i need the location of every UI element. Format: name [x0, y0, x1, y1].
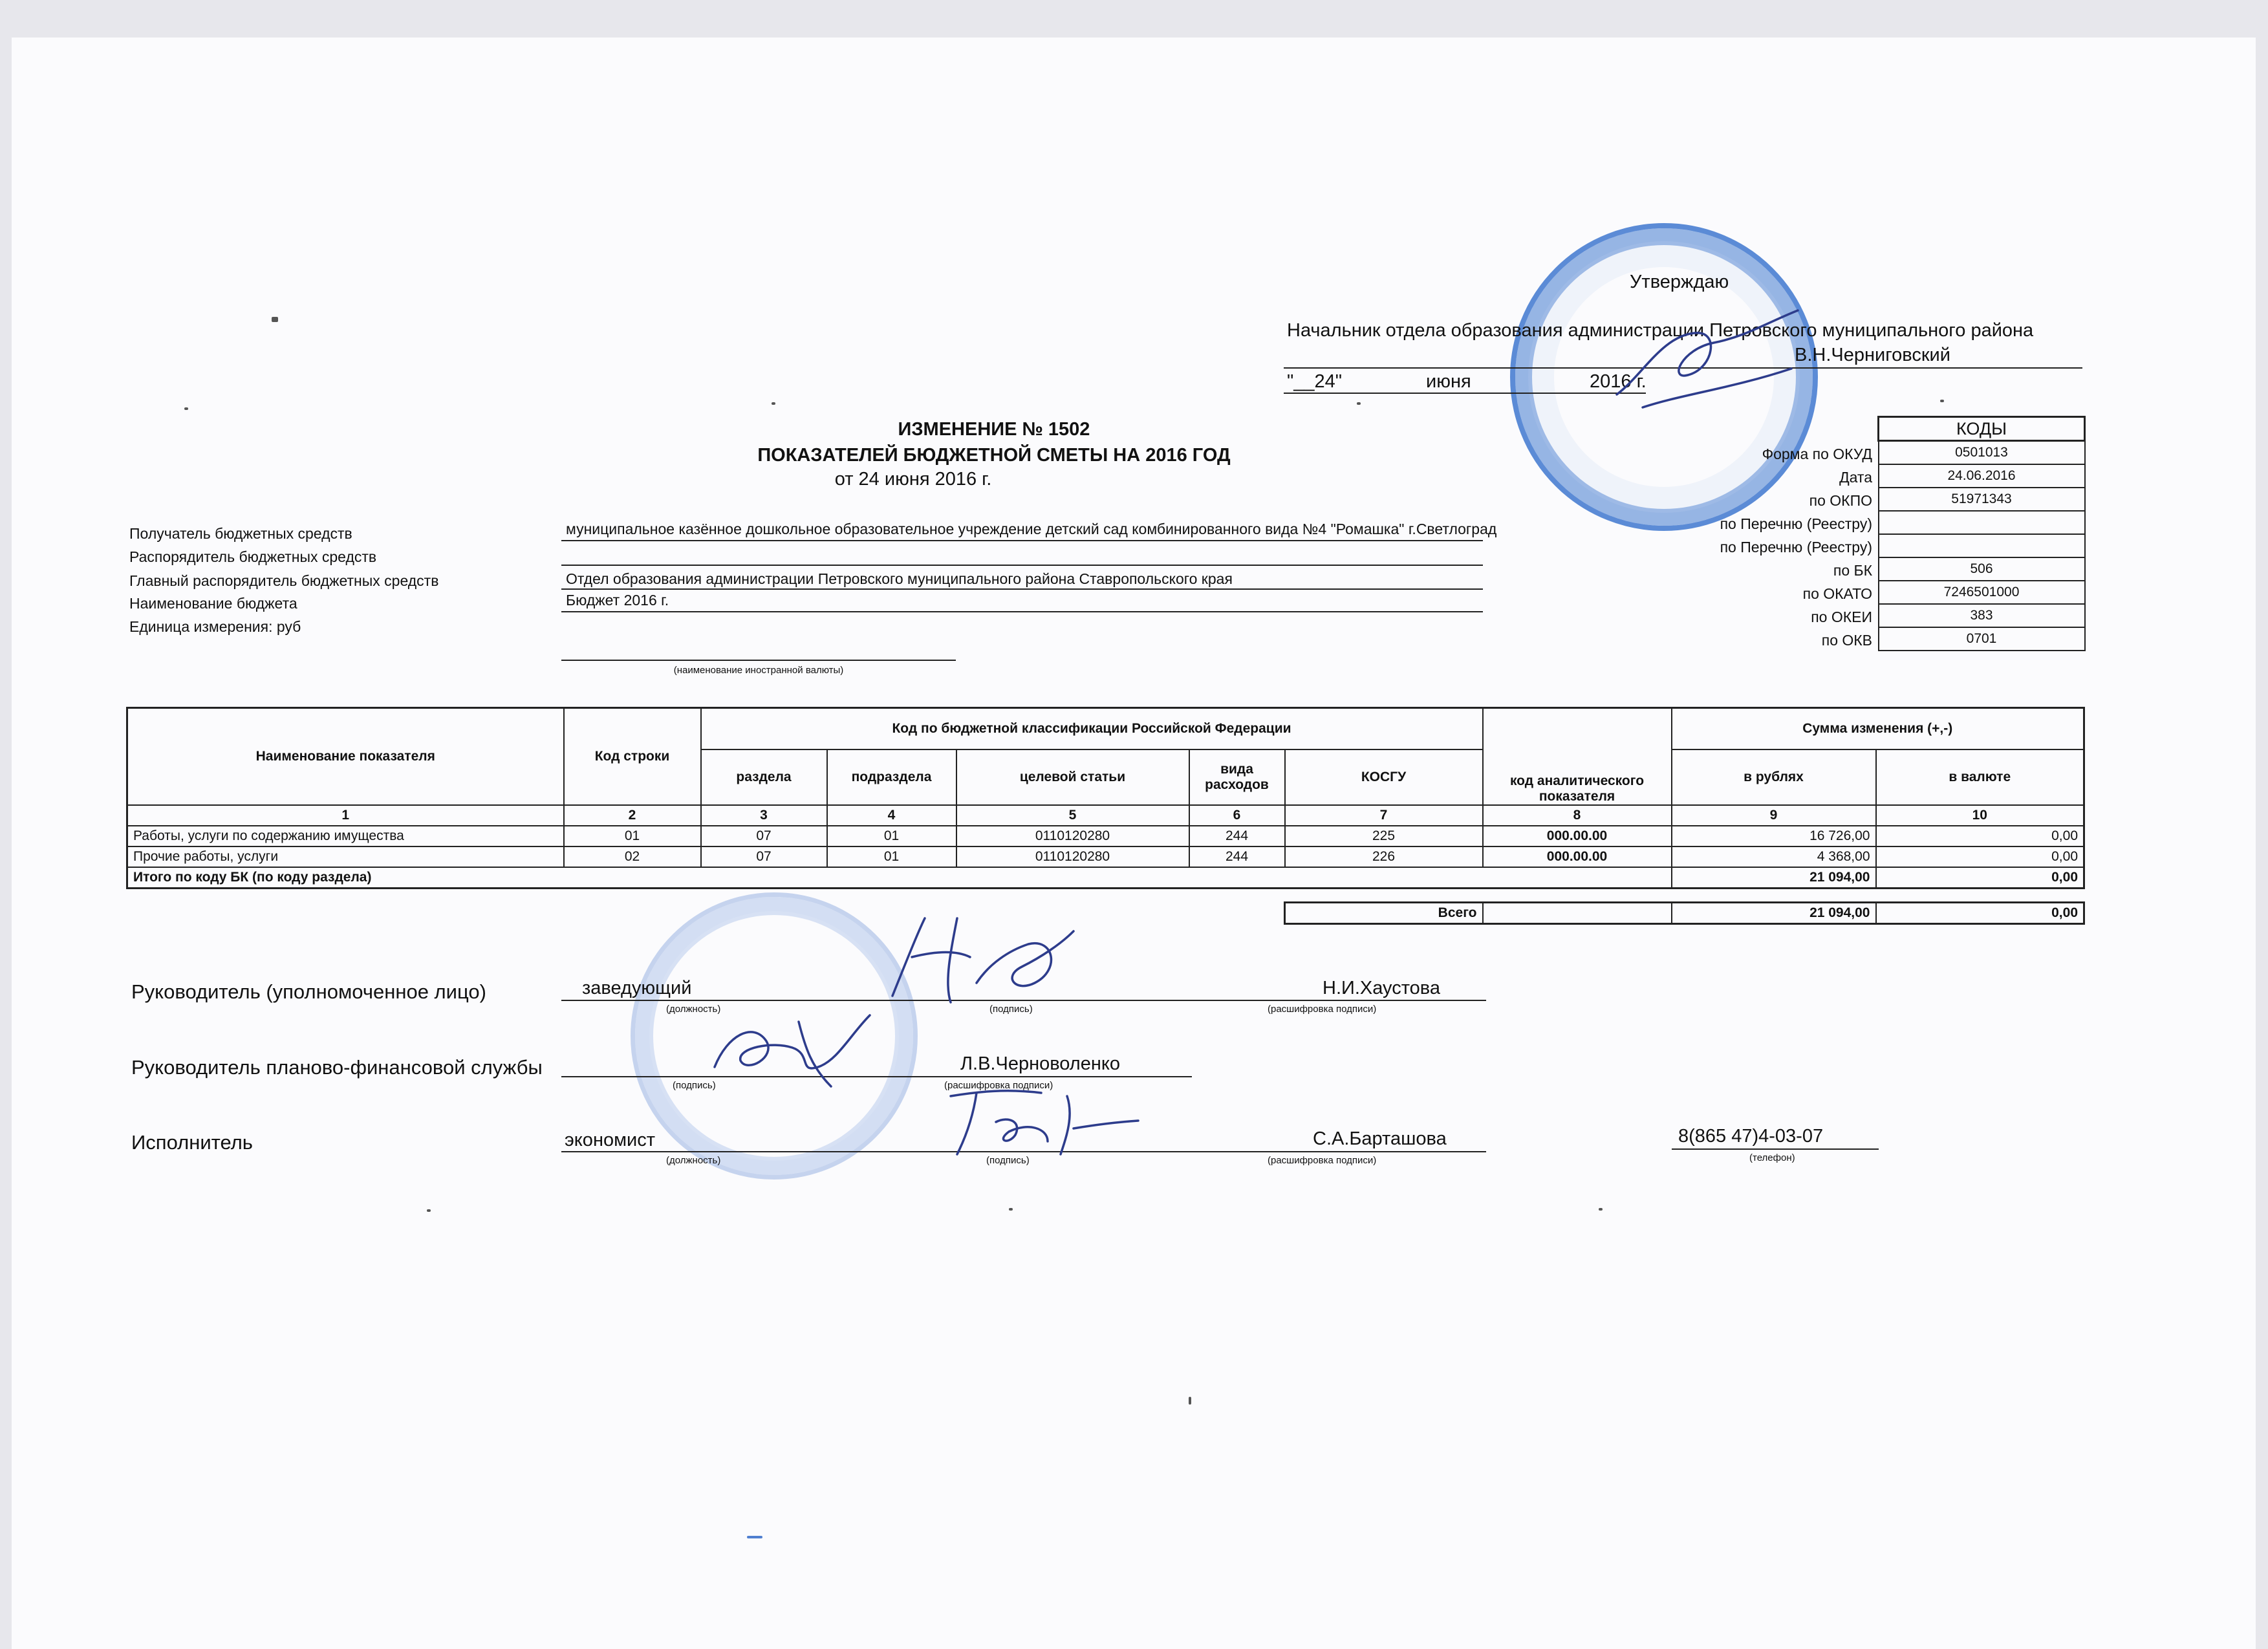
sign-finance-label: Руководитель планово-финансовой службы [131, 1056, 543, 1079]
executor-signature [938, 1070, 1145, 1167]
scan-dot [772, 402, 775, 405]
codes-label: по Перечню (Реестру) [1720, 515, 1872, 532]
approve-month: июня [1426, 371, 1471, 392]
sign-executor-cap-phone: (телефон) [1749, 1152, 1795, 1163]
info-line [561, 611, 1483, 612]
doc-date: от 24 июня 2016 г. [834, 469, 992, 490]
info-line [561, 565, 1483, 566]
row-statya: 0110120280 [956, 846, 1189, 867]
header-code: Код строки [564, 708, 701, 805]
codes-label: по БК [1833, 562, 1872, 579]
col-num: 5 [956, 805, 1189, 826]
header-name: Наименование показателя [127, 708, 564, 805]
table-row [127, 846, 2084, 867]
header-razdel: раздела [701, 749, 827, 805]
codes-value: 0501013 [1879, 441, 2085, 465]
info-label: Главный распорядитель бюджетных средств [129, 572, 439, 589]
itogo-row [127, 867, 2084, 889]
header-rub: в рублях [1672, 749, 1876, 805]
table-row [127, 826, 2084, 846]
sign-head-label: Руководитель (уполномоченное лицо) [131, 980, 486, 1003]
codes-label: Дата [1839, 469, 1872, 486]
approve-day: "__24" [1287, 371, 1343, 392]
sign-executor-name: С.А.Барташова [1313, 1128, 1447, 1149]
approve-year: 2016 г. [1590, 371, 1647, 392]
info-line [561, 540, 1483, 541]
scan-dot [1599, 1208, 1603, 1211]
info-label: Распорядитель бюджетных средств [129, 548, 377, 565]
codes-value: 383 [1879, 604, 2085, 627]
sign-executor-cap-position: (должность) [666, 1155, 721, 1166]
row-razdel: 07 [701, 826, 827, 846]
row-podrazdel: 01 [827, 846, 956, 867]
row-code: 01 [564, 826, 701, 846]
info-line [561, 588, 1483, 590]
codes-label: по ОКПО [1809, 492, 1872, 509]
codes-value [1879, 511, 2085, 534]
vsego-val: 0,00 [1876, 903, 2084, 924]
header-kosgu: КОСГУ [1285, 749, 1483, 805]
scan-dot [272, 317, 278, 322]
currency-caption: (наименование иностранной валюты) [673, 665, 844, 676]
row-analit: 000.00.00 [1483, 826, 1672, 846]
sign-finance-cap-name: (расшифровка подписи) [944, 1080, 1053, 1091]
row-podrazdel: 01 [827, 826, 956, 846]
row-statya: 0110120280 [956, 826, 1189, 846]
header-sum: Сумма изменения (+,-) [1672, 708, 2084, 749]
col-num: 1 [127, 805, 564, 826]
scan-dot [1189, 1397, 1191, 1405]
sign-head-cap-sign: (подпись) [989, 1004, 1033, 1015]
vsego-empty [1483, 903, 1672, 924]
row-kosgu: 225 [1285, 826, 1483, 846]
info-label: Единица измерения: руб [129, 618, 301, 635]
info-label: Получатель бюджетных средств [129, 525, 352, 542]
doc-number: ИЗМЕНЕНИЕ № 1502 [898, 419, 1090, 440]
itogo-label: Итого по коду БК (по коду раздела) [127, 867, 1672, 889]
scan-dot [1357, 402, 1361, 405]
scan-dot [747, 1536, 762, 1538]
info-value: Отдел образования администрации Петровского муниципального района Ставропольского края [566, 570, 1233, 587]
codes-label: по ОКЕИ [1811, 609, 1872, 625]
col-num: 10 [1876, 805, 2084, 826]
row-vida: 244 [1189, 846, 1285, 867]
header-statya: целевой статьи [956, 749, 1189, 805]
column-numbers-row [127, 805, 2084, 826]
codes-value: 24.06.2016 [1879, 464, 2085, 488]
codes-header: КОДЫ [1879, 417, 2085, 441]
col-num: 9 [1672, 805, 1876, 826]
sign-finance-name: Л.В.Черноволенко [960, 1053, 1120, 1074]
sign-finance-cap-sign: (подпись) [673, 1080, 716, 1091]
sign-head-cap-name: (расшифровка подписи) [1268, 1004, 1377, 1015]
sign-head-position: заведующий [582, 978, 692, 998]
header-val: в валюте [1876, 749, 2084, 805]
codes-value: 506 [1879, 557, 2085, 581]
codes-value: 0701 [1879, 627, 2085, 651]
sign-executor-label: Исполнитель [131, 1131, 253, 1154]
codes-table [1877, 416, 2086, 651]
sign-executor-cap-sign: (подпись) [986, 1155, 1030, 1166]
header-classification: Код по бюджетной классификации Российской Федерации [701, 708, 1483, 749]
info-value: муниципальное казённое дошкольное образовательное учреждение детский сад комбинированного вида №4 "Ромашка" г.Светлоград [566, 521, 1497, 537]
codes-label: Форма по ОКУД [1762, 446, 1872, 462]
codes-label: по ОКАТО [1802, 585, 1872, 602]
approve-title: Утверждаю [1630, 272, 1729, 292]
sign-executor-position: экономист [565, 1130, 656, 1150]
col-num: 4 [827, 805, 956, 826]
scan-dot [427, 1209, 431, 1212]
approve-name: В.Н.Черниговский [1795, 345, 1950, 365]
codes-value: 51971343 [1879, 488, 2085, 511]
total-table [1284, 901, 2085, 925]
info-value: Бюджет 2016 г. [566, 592, 669, 609]
vsego-rub: 21 094,00 [1672, 903, 1876, 924]
approver-signature [1604, 297, 1824, 420]
col-num: 2 [564, 805, 701, 826]
itogo-rub: 21 094,00 [1672, 867, 1876, 889]
codes-label: по ОКВ [1821, 632, 1872, 649]
row-analit: 000.00.00 [1483, 846, 1672, 867]
col-num: 6 [1189, 805, 1285, 826]
doc-title: ПОКАЗАТЕЛЕЙ БЮДЖЕТНОЙ СМЕТЫ НА 2016 ГОД [757, 445, 1231, 466]
col-num: 8 [1483, 805, 1672, 826]
sign-executor-cap-name: (расшифровка подписи) [1268, 1155, 1377, 1166]
scan-dot [1940, 400, 1944, 402]
sign-phone-line [1672, 1148, 1879, 1150]
codes-value: 7246501000 [1879, 581, 2085, 604]
head-signature [880, 905, 1086, 1015]
sign-head-cap-position: (должность) [666, 1004, 721, 1015]
approve-position: Начальник отдела образования администрации Петровского муниципального района [1287, 320, 2034, 341]
approve-date-line [1284, 393, 1646, 394]
codes-value [1879, 534, 2085, 557]
col-num: 3 [701, 805, 827, 826]
itogo-val: 0,00 [1876, 867, 2084, 889]
row-rub: 16 726,00 [1672, 826, 1876, 846]
row-razdel: 07 [701, 846, 827, 867]
info-label: Наименование бюджета [129, 595, 297, 612]
row-name: Работы, услуги по содержанию имущества [127, 826, 564, 846]
col-num: 7 [1285, 805, 1483, 826]
sign-executor-phone: 8(865 47)4-03-07 [1678, 1126, 1824, 1147]
row-name: Прочие работы, услуги [127, 846, 564, 867]
header-vida: вида расходов [1189, 749, 1285, 805]
scan-dot [1009, 1208, 1013, 1211]
scan-dot [184, 407, 188, 410]
budget-table [126, 707, 2085, 889]
codes-label: по Перечню (Реестру) [1720, 539, 1872, 555]
sign-head-name: Н.И.Хаустова [1323, 978, 1441, 998]
row-rub: 4 368,00 [1672, 846, 1876, 867]
row-val: 0,00 [1876, 846, 2084, 867]
row-code: 02 [564, 846, 701, 867]
vsego-label: Всего [1285, 903, 1483, 924]
row-kosgu: 226 [1285, 846, 1483, 867]
currency-line [561, 660, 956, 661]
finance-signature [702, 996, 896, 1099]
header-podrazdel: подраздела [827, 749, 956, 805]
row-val: 0,00 [1876, 826, 2084, 846]
header-analytic: код аналитического показателя [1483, 708, 1672, 805]
row-vida: 244 [1189, 826, 1285, 846]
